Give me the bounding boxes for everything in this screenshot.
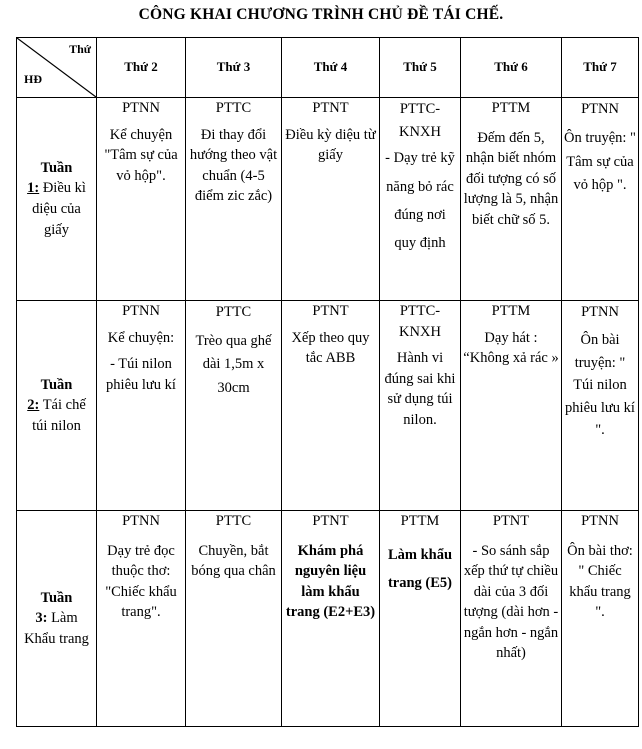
subject-code: PTNN [581, 513, 619, 529]
activity-cell [562, 511, 639, 727]
subject-code: PTTC [215, 513, 252, 529]
week-label-number: 3: [35, 610, 48, 627]
week-label-cell [17, 511, 97, 727]
week-label-prefix: Tuần [40, 376, 73, 393]
subject-code: PTNT [312, 100, 349, 116]
activity-cell [97, 511, 186, 727]
activity-cell [97, 98, 186, 301]
page-title: CÔNG KHAI CHƯƠNG TRÌNH CHỦ ĐỀ TÁI CHẾ. [138, 6, 504, 23]
day-header-tue: Thứ 3 [186, 38, 282, 98]
week-label-name: Tái chế túi nilon [32, 397, 86, 434]
activity-cell [97, 301, 186, 511]
week-label-number: 2: [27, 397, 40, 414]
corner-day-label: Thứ [69, 42, 91, 56]
day-header-fri: Thứ 6 [461, 38, 562, 98]
activity-text: - Túi nilon phiêu lưu kí [106, 356, 176, 393]
week-label-name: Điều kì diệu của giấy [32, 180, 86, 238]
subject-code: PTNN [122, 100, 160, 116]
activity-cell [562, 301, 639, 511]
activity-cell [461, 511, 562, 727]
activity-cell [380, 301, 461, 511]
activity-cell [282, 301, 380, 511]
week-label-prefix: Tuần [40, 159, 73, 176]
activity-cell [562, 98, 639, 301]
activity-cell [282, 98, 380, 301]
schedule-table [16, 37, 639, 727]
subject-code: PTNT [312, 513, 349, 529]
subject-code: PTNT [312, 303, 349, 319]
activity-text: Trèo qua ghế dài 1,5m x 30cm [195, 333, 272, 396]
activity-text: - Dạy trẻ kỹ năng bỏ rác đúng nơi quy định [385, 150, 455, 252]
week-label-number: 1: [27, 180, 40, 197]
activity-text: Dạy hát : “Không xả rác » [463, 329, 559, 367]
week-label-prefix: Tuần [40, 589, 73, 606]
activity-text: Đi thay đổi hướng theo vật chuẩn (4-5 điểm zic zắc) [189, 126, 278, 205]
activity-cell [186, 301, 282, 511]
activity-text: Chuyền, bắt bóng qua chân [191, 542, 276, 580]
activity-cell [461, 301, 562, 511]
week-label-cell [17, 98, 97, 301]
activity-text: Xếp theo quy tắc ABB [291, 329, 370, 367]
activity-cell [282, 511, 380, 727]
subject-code: PTTM [491, 100, 531, 116]
week-row-2 [17, 301, 639, 511]
subject-code: PTNN [122, 303, 160, 319]
activity-text: Ôn truyện: " Tâm sự của vỏ hộp ". [564, 130, 636, 194]
activity-cell [380, 511, 461, 727]
activity-cell [186, 511, 282, 727]
activity-cell [461, 98, 562, 301]
activity-text: Khám phá nguyên liệu làm khẩu trang (E2+E3) [285, 542, 376, 621]
week-row-1 [17, 98, 639, 301]
activity-text: Đếm đến 5, nhận biết nhóm đối tượng có số lượng là 5, nhận biết chữ số 5. [463, 129, 559, 228]
header-row [17, 38, 639, 98]
subject-code: PTNN [122, 513, 160, 529]
activity-text: Kể chuyện "Tâm sự của vỏ hộp". [104, 126, 178, 184]
subject-code: PTTC-KNXH [399, 101, 441, 141]
activity-text: Ôn bài truyện: " Túi nilon phiêu lưu kí ". [565, 332, 635, 439]
subject-code: PTNN [581, 101, 619, 117]
day-header-sat: Thứ 7 [562, 38, 639, 98]
activity-text: Làm khẩu trang (E5) [387, 546, 453, 591]
activity-title: Kể chuyện: [107, 329, 175, 346]
day-header-thu: Thứ 5 [380, 38, 461, 98]
corner-activity-label: HĐ [24, 71, 42, 86]
activity-text: Ôn bài thơ: " Chiếc khẩu trang ". [567, 542, 633, 621]
activity-text: Hành vi đúng sai khi sử dụng túi nilon. [384, 350, 456, 428]
subject-code: PTTM [491, 303, 531, 319]
subject-code: PTTC [215, 100, 252, 116]
week-label-cell [17, 301, 97, 511]
activity-text: Điều kỳ diệu từ giấy [285, 126, 376, 164]
week-row-3 [17, 511, 639, 727]
activity-cell [380, 98, 461, 301]
activity-text: - So sánh sắp xếp thứ tự chiều dài của 3 đối tượng (dài hơn - ngắn hơn - ngắn nhất) [463, 542, 559, 662]
week-label-name: Làm Khẩu trang [24, 610, 89, 647]
subject-code: PTTC [215, 304, 252, 320]
day-header-wed: Thứ 4 [282, 38, 380, 98]
subject-code: PTTC-KNXH [399, 303, 441, 340]
activity-text: Dạy trẻ đọc thuộc thơ: "Chiếc khẩu trang". [105, 542, 177, 621]
activity-cell [186, 98, 282, 301]
subject-code: PTNT [492, 513, 530, 529]
subject-code: PTTM [400, 513, 440, 529]
day-header-mon: Thứ 2 [97, 38, 186, 98]
subject-code: PTNN [581, 304, 619, 320]
corner-header-cell [17, 38, 97, 98]
